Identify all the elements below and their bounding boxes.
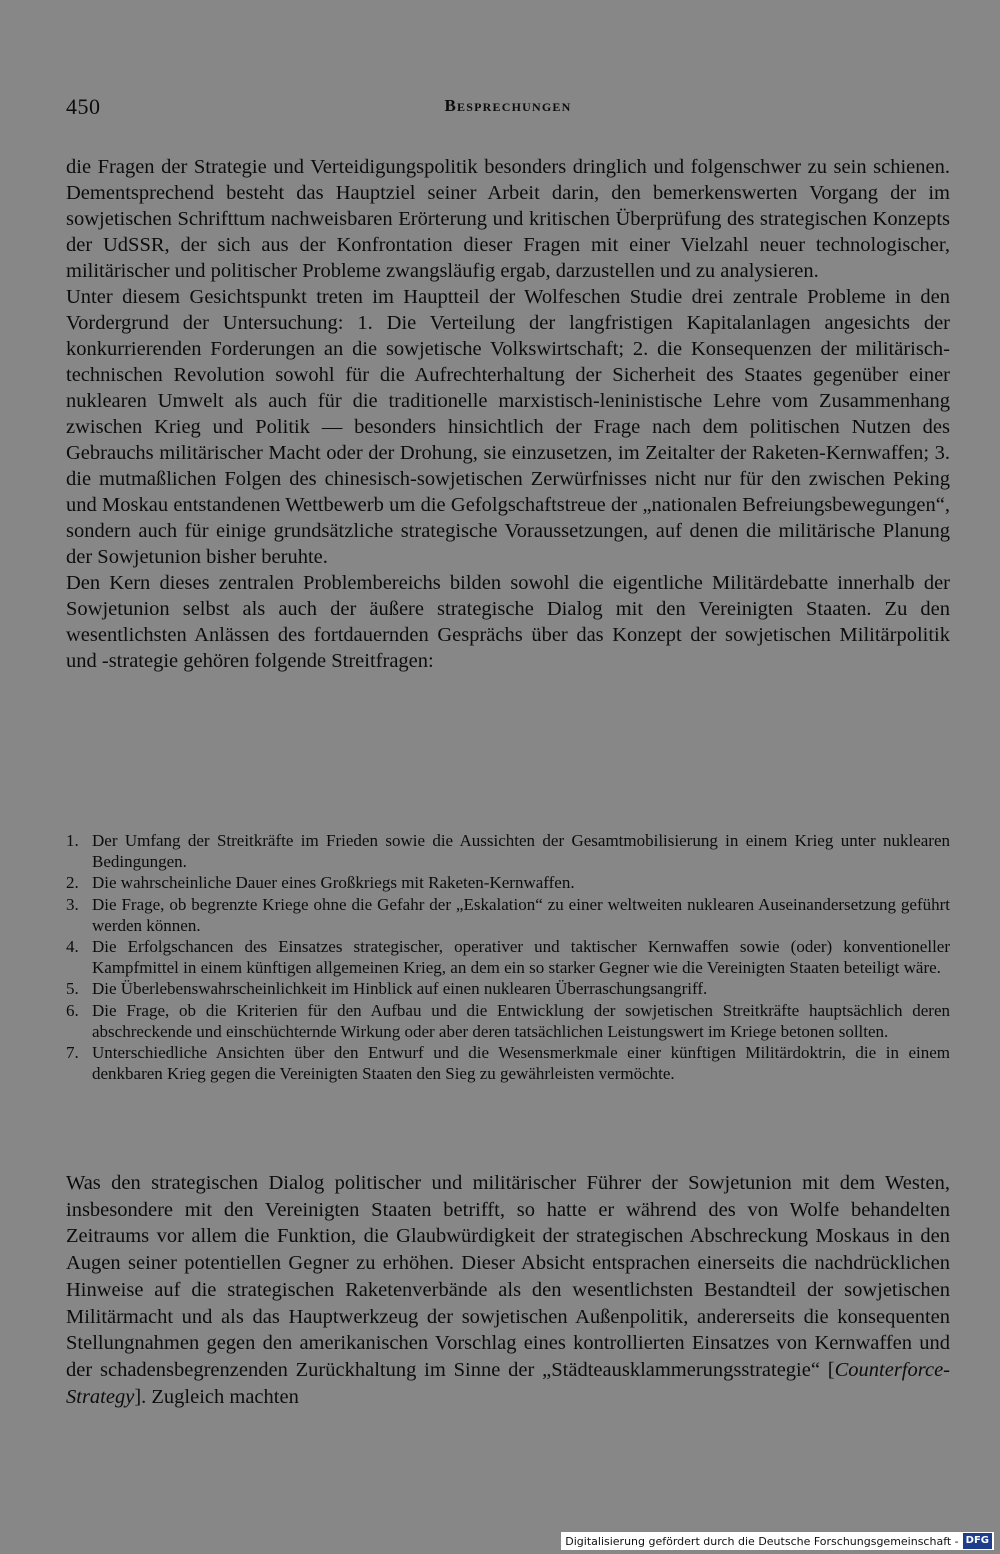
body-text (66, 154, 950, 674)
list-item (66, 894, 950, 936)
list-number: 6. (66, 1000, 79, 1020)
italic-term: Counterforce-Strategy (66, 1358, 950, 1408)
list-number: 5. (66, 979, 79, 999)
list-text: Die Überlebenswahrscheinlichkeit im Hinblick auf einen nuklearen Überraschungsangriff. (92, 979, 708, 999)
closing-text-start: Was den strategischen Dialog politischer und militärischer Führer der Sowjetunion mit dem Westen, insbesondere mit den Vereinigten Staaten betrifft, so hatte er während des von Wolfe behandelten Zeitraums vor allem die Funktion, die Glaubwürdigkeit der strategischen Abschreckung Moskaus in den Augen seiner potentiellen Gegner zu erhöhen. Dieser Absicht entsprachen einerseits die nachdrücklichen Hinweise auf die strategischen Raketenverbände als den wesentlichsten Bestandteil der sowjetischen Militärmacht und als das Hauptwerkzeug der sowjetischen Außenpolitik, andererseits die konsequenten Stellungnahmen gegen den amerikanischen Vorschlag eines kontrollierten Einsatzes von Kernwaffen und der schadensbegrenzenden Zurückhaltung im Sinne der „Städteausklammerungsstrategie“ [ (66, 1172, 950, 1381)
paragraph (66, 1170, 950, 1410)
list-item (66, 936, 950, 978)
dfg-logo: DFG (963, 1533, 992, 1549)
paragraph: die Fragen der Strategie und Verteidigungspolitik besonders dringlich und folgenschwer zu sein schienen. Dementsprechend besteht das Hauptziel seiner Arbeit darin, den bemerkenswerten Vorgang der im sowjetischen Schrifttum nachweisbaren Erörterung und kritischen Überprüfung des strategischen Konzepts der UdSSR, der sich aus der Konfrontation dieser Fragen mit einer Vielzahl neuer technologischer, militärischer und politischer Probleme zwangsläufig ergab, darzustellen und zu analysieren. (66, 156, 950, 282)
page-header (66, 94, 950, 124)
list-number: 2. (66, 873, 79, 893)
list-text: Die Frage, ob die Kriterien für den Aufbau und die Entwicklung der sowjetischen Streitkräfte hauptsächlich deren abschreckende und einschüchternde Wirkung oder aber deren tatsächlichen Leistungswert im Kriege betonen sollten. (92, 1000, 950, 1041)
closing-paragraph (66, 1170, 950, 1410)
list-item (66, 978, 950, 999)
footer-text: Digitalisierung gefördert durch die Deutsche Forschungsgemeinschaft - (565, 1534, 959, 1548)
dispute-list (66, 830, 950, 1084)
list-text: Die wahrscheinliche Dauer eines Großkriegs mit Raketen-Kernwaffen. (92, 873, 575, 893)
paragraph: Den Kern dieses zentralen Problembereichs bilden sowohl die eigentliche Militärdebatte innerhalb der Sowjetunion selbst als auch der äußere strategische Dialog mit den Vereinigten Staaten. Zu den wesentlichsten Anlässen des fortdauernden Gesprächs über das Konzept der sowjetischen Militärpolitik und -strategie gehören folgende Streitfragen: (66, 572, 950, 672)
list-number: 4. (66, 937, 79, 957)
list-text: Die Erfolgschancen des Einsatzes strategischer, operativer und taktischer Kernwaffen sowie (oder) konventioneller Kampfmittel in einem künftigen allgemeinen Krieg, an dem ein so starker Gegner wie die Vereinigten Staaten beteiligt wäre. (92, 937, 950, 978)
list-item (66, 872, 950, 893)
list-number: 3. (66, 894, 79, 914)
list-item (66, 1000, 950, 1042)
list-number: 7. (66, 1043, 79, 1063)
closing-text-end: ]. Zugleich machten (134, 1385, 299, 1408)
running-head: Besprechungen (444, 96, 572, 115)
page-number: 450 (66, 94, 101, 119)
list-text: Die Frage, ob begrenzte Kriege ohne die Gefahr der „Eskalation“ zu einer weltweiten nuklearen Auseinandersetzung geführt werden können. (92, 894, 950, 935)
list-item (66, 1042, 950, 1084)
list-text: Unterschiedliche Ansichten über den Entwurf und die Wesensmerkmale einer künftigen Militärdoktrin, die in einem denkbaren Krieg gegen die Vereinigten Staaten den Sieg zu gewährleisten vermöchte. (92, 1043, 950, 1084)
list-item (66, 830, 950, 872)
list-number: 1. (66, 831, 79, 850)
digitization-footer (561, 1532, 994, 1550)
paragraph: Unter diesem Gesichtspunkt treten im Hauptteil der Wolfeschen Studie drei zentrale Probleme in den Vordergrund der Untersuchung: 1. Die Verteilung der langfristigen Kapitalanlagen angesichts der konkurrierenden Forderungen an die sowjetische Volkswirtschaft; 2. die Konsequenzen der militärisch-technischen Revolution sowohl für die Aufrechterhaltung der Sicherheit des Staates gegenüber einer nuklearen Umwelt als auch für die traditionelle marxistisch-leninistische Lehre vom Zusammenhang zwischen Krieg und Politik — besonders hinsichtlich der Frage nach dem politischen Nutzen des Gebrauchs militärischer Macht oder der Drohung, sie einzusetzen, im Zeitalter der Raketen-Kernwaffen; 3. die mutmaßlichen Folgen des chinesisch-sowjetischen Zerwürfnisses nicht nur für den zwischen Peking und Moskau entstandenen Wettbewerb um die Gefolgschaftstreue der „nationalen Befreiungsbewegungen“, sondern auch für einige grundsätzliche strategische Voraussetzungen, auf denen die militärische Planung der Sowjetunion bisher beruhte. (66, 286, 950, 568)
list-text: Der Umfang der Streitkräfte im Frieden sowie die Aussichten der Gesamtmobilisierung in einem Krieg unter nuklearen Bedingungen. (92, 831, 950, 872)
